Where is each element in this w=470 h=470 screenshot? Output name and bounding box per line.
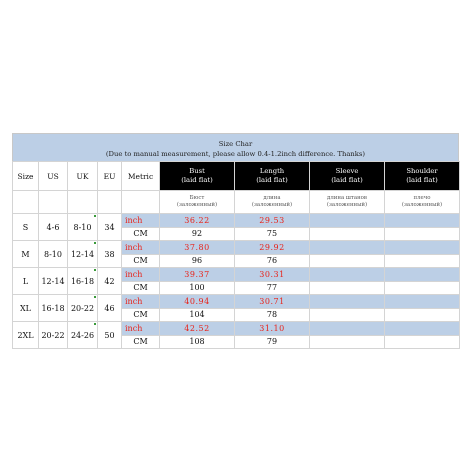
chart-title-main: Size Char [218, 140, 253, 148]
bust-inch: 42.52 [160, 322, 235, 336]
header-us: US [39, 162, 68, 191]
size-cell: XL [13, 295, 39, 322]
header-row [13, 162, 460, 191]
header-uk: UK [68, 162, 98, 191]
eu-cell: 46 [98, 295, 122, 322]
header-shoulder [385, 162, 460, 191]
size-chart [12, 133, 459, 349]
us-cell: 16-18 [39, 295, 68, 322]
shoulder-inch [385, 322, 460, 336]
sleeve-inch [310, 214, 385, 228]
shoulder-cm [385, 308, 460, 322]
length-cm: 76 [235, 254, 310, 268]
unit-inch: inch [122, 268, 160, 282]
table-row-inch [13, 295, 460, 309]
subheader-length-label: длина [263, 195, 281, 201]
length-inch: 30.31 [235, 268, 310, 282]
shoulder-inch [385, 214, 460, 228]
eu-cell: 38 [98, 241, 122, 268]
length-inch: 29.92 [235, 241, 310, 255]
table-row-inch [13, 241, 460, 255]
uk-value: 24-26 [70, 330, 95, 340]
unit-inch: inch [122, 322, 160, 336]
header-bust-note: (laid flat) [181, 176, 213, 184]
bust-cm: 108 [160, 335, 235, 349]
green-marker-icon [94, 269, 96, 271]
uk-value: 12-14 [70, 249, 95, 259]
header-sleeve-note: (laid flat) [331, 176, 363, 184]
uk-value: 8-10 [73, 222, 92, 232]
size-cell: 2XL [13, 322, 39, 349]
shoulder-cm [385, 254, 460, 268]
sleeve-inch [310, 322, 385, 336]
uk-cell [68, 241, 98, 268]
uk-cell [68, 322, 98, 349]
sleeve-cm [310, 254, 385, 268]
size-rows [13, 214, 460, 349]
bust-inch: 37.80 [160, 241, 235, 255]
uk-cell [68, 268, 98, 295]
size-cell: S [13, 214, 39, 241]
subheader-shoulder-note: (заложенный) [401, 202, 443, 208]
header-shoulder-label: Shoulder [406, 167, 438, 175]
size-cell: L [13, 268, 39, 295]
header-sleeve [310, 162, 385, 191]
subheader-shoulder-label: плечо [413, 195, 431, 201]
subheader-length [235, 191, 310, 214]
length-cm: 79 [235, 335, 310, 349]
us-cell: 20-22 [39, 322, 68, 349]
unit-cm: CM [122, 254, 160, 268]
size-table [12, 161, 460, 349]
chart-title [12, 133, 459, 161]
sleeve-inch [310, 295, 385, 309]
length-inch: 29.53 [235, 214, 310, 228]
header-sleeve-label: Sleeve [335, 167, 359, 175]
unit-cm: CM [122, 308, 160, 322]
table-row-inch [13, 214, 460, 228]
eu-cell: 34 [98, 214, 122, 241]
us-cell: 12-14 [39, 268, 68, 295]
header-size: Size [13, 162, 39, 191]
green-marker-icon [94, 242, 96, 244]
subheader-row [13, 191, 460, 214]
sleeve-cm [310, 227, 385, 241]
sleeve-cm [310, 335, 385, 349]
green-marker-icon [94, 323, 96, 325]
unit-inch: inch [122, 295, 160, 309]
sleeve-cm [310, 281, 385, 295]
unit-cm: CM [122, 281, 160, 295]
header-metric: Metric [122, 162, 160, 191]
length-inch: 31.10 [235, 322, 310, 336]
bust-cm: 104 [160, 308, 235, 322]
subheader-shoulder [385, 191, 460, 214]
subheader-bust [160, 191, 235, 214]
unit-inch: inch [122, 241, 160, 255]
subheader-sleeve [310, 191, 385, 214]
subheader-sleeve-note: (заложенный) [326, 202, 368, 208]
uk-cell [68, 295, 98, 322]
bust-inch: 40.94 [160, 295, 235, 309]
length-cm: 78 [235, 308, 310, 322]
shoulder-inch [385, 241, 460, 255]
chart-title-note: (Due to manual measurement, please allow 0.4-1.2inch difference. Thanks) [105, 150, 366, 158]
subheader-sleeve-label: длина штанов [327, 195, 367, 201]
header-eu: EU [98, 162, 122, 191]
size-cell: M [13, 241, 39, 268]
table-row-inch [13, 322, 460, 336]
unit-cm: CM [122, 335, 160, 349]
header-bust-label: Bust [189, 167, 205, 175]
table-row-inch [13, 268, 460, 282]
eu-cell: 50 [98, 322, 122, 349]
shoulder-cm [385, 227, 460, 241]
shoulder-cm [385, 281, 460, 295]
bust-cm: 92 [160, 227, 235, 241]
us-cell: 8-10 [39, 241, 68, 268]
shoulder-inch [385, 268, 460, 282]
us-cell: 4-6 [39, 214, 68, 241]
sleeve-inch [310, 241, 385, 255]
eu-cell: 42 [98, 268, 122, 295]
uk-cell [68, 214, 98, 241]
uk-value: 16-18 [70, 276, 95, 286]
header-shoulder-note: (laid flat) [406, 176, 438, 184]
subheader-bust-note: (заложенный) [176, 202, 218, 208]
header-length-label: Length [259, 167, 285, 175]
green-marker-icon [94, 215, 96, 217]
bust-inch: 39.37 [160, 268, 235, 282]
bust-cm: 100 [160, 281, 235, 295]
shoulder-cm [385, 335, 460, 349]
bust-cm: 96 [160, 254, 235, 268]
header-length-note: (laid flat) [256, 176, 288, 184]
unit-cm: CM [122, 227, 160, 241]
sleeve-inch [310, 268, 385, 282]
length-inch: 30.71 [235, 295, 310, 309]
bust-inch: 36.22 [160, 214, 235, 228]
sleeve-cm [310, 308, 385, 322]
subheader-bust-label: Бюст [189, 195, 205, 201]
header-bust [160, 162, 235, 191]
subheader-length-note: (заложенный) [251, 202, 293, 208]
unit-inch: inch [122, 214, 160, 228]
length-cm: 77 [235, 281, 310, 295]
uk-value: 20-22 [70, 303, 95, 313]
shoulder-inch [385, 295, 460, 309]
header-length [235, 162, 310, 191]
length-cm: 75 [235, 227, 310, 241]
green-marker-icon [94, 296, 96, 298]
